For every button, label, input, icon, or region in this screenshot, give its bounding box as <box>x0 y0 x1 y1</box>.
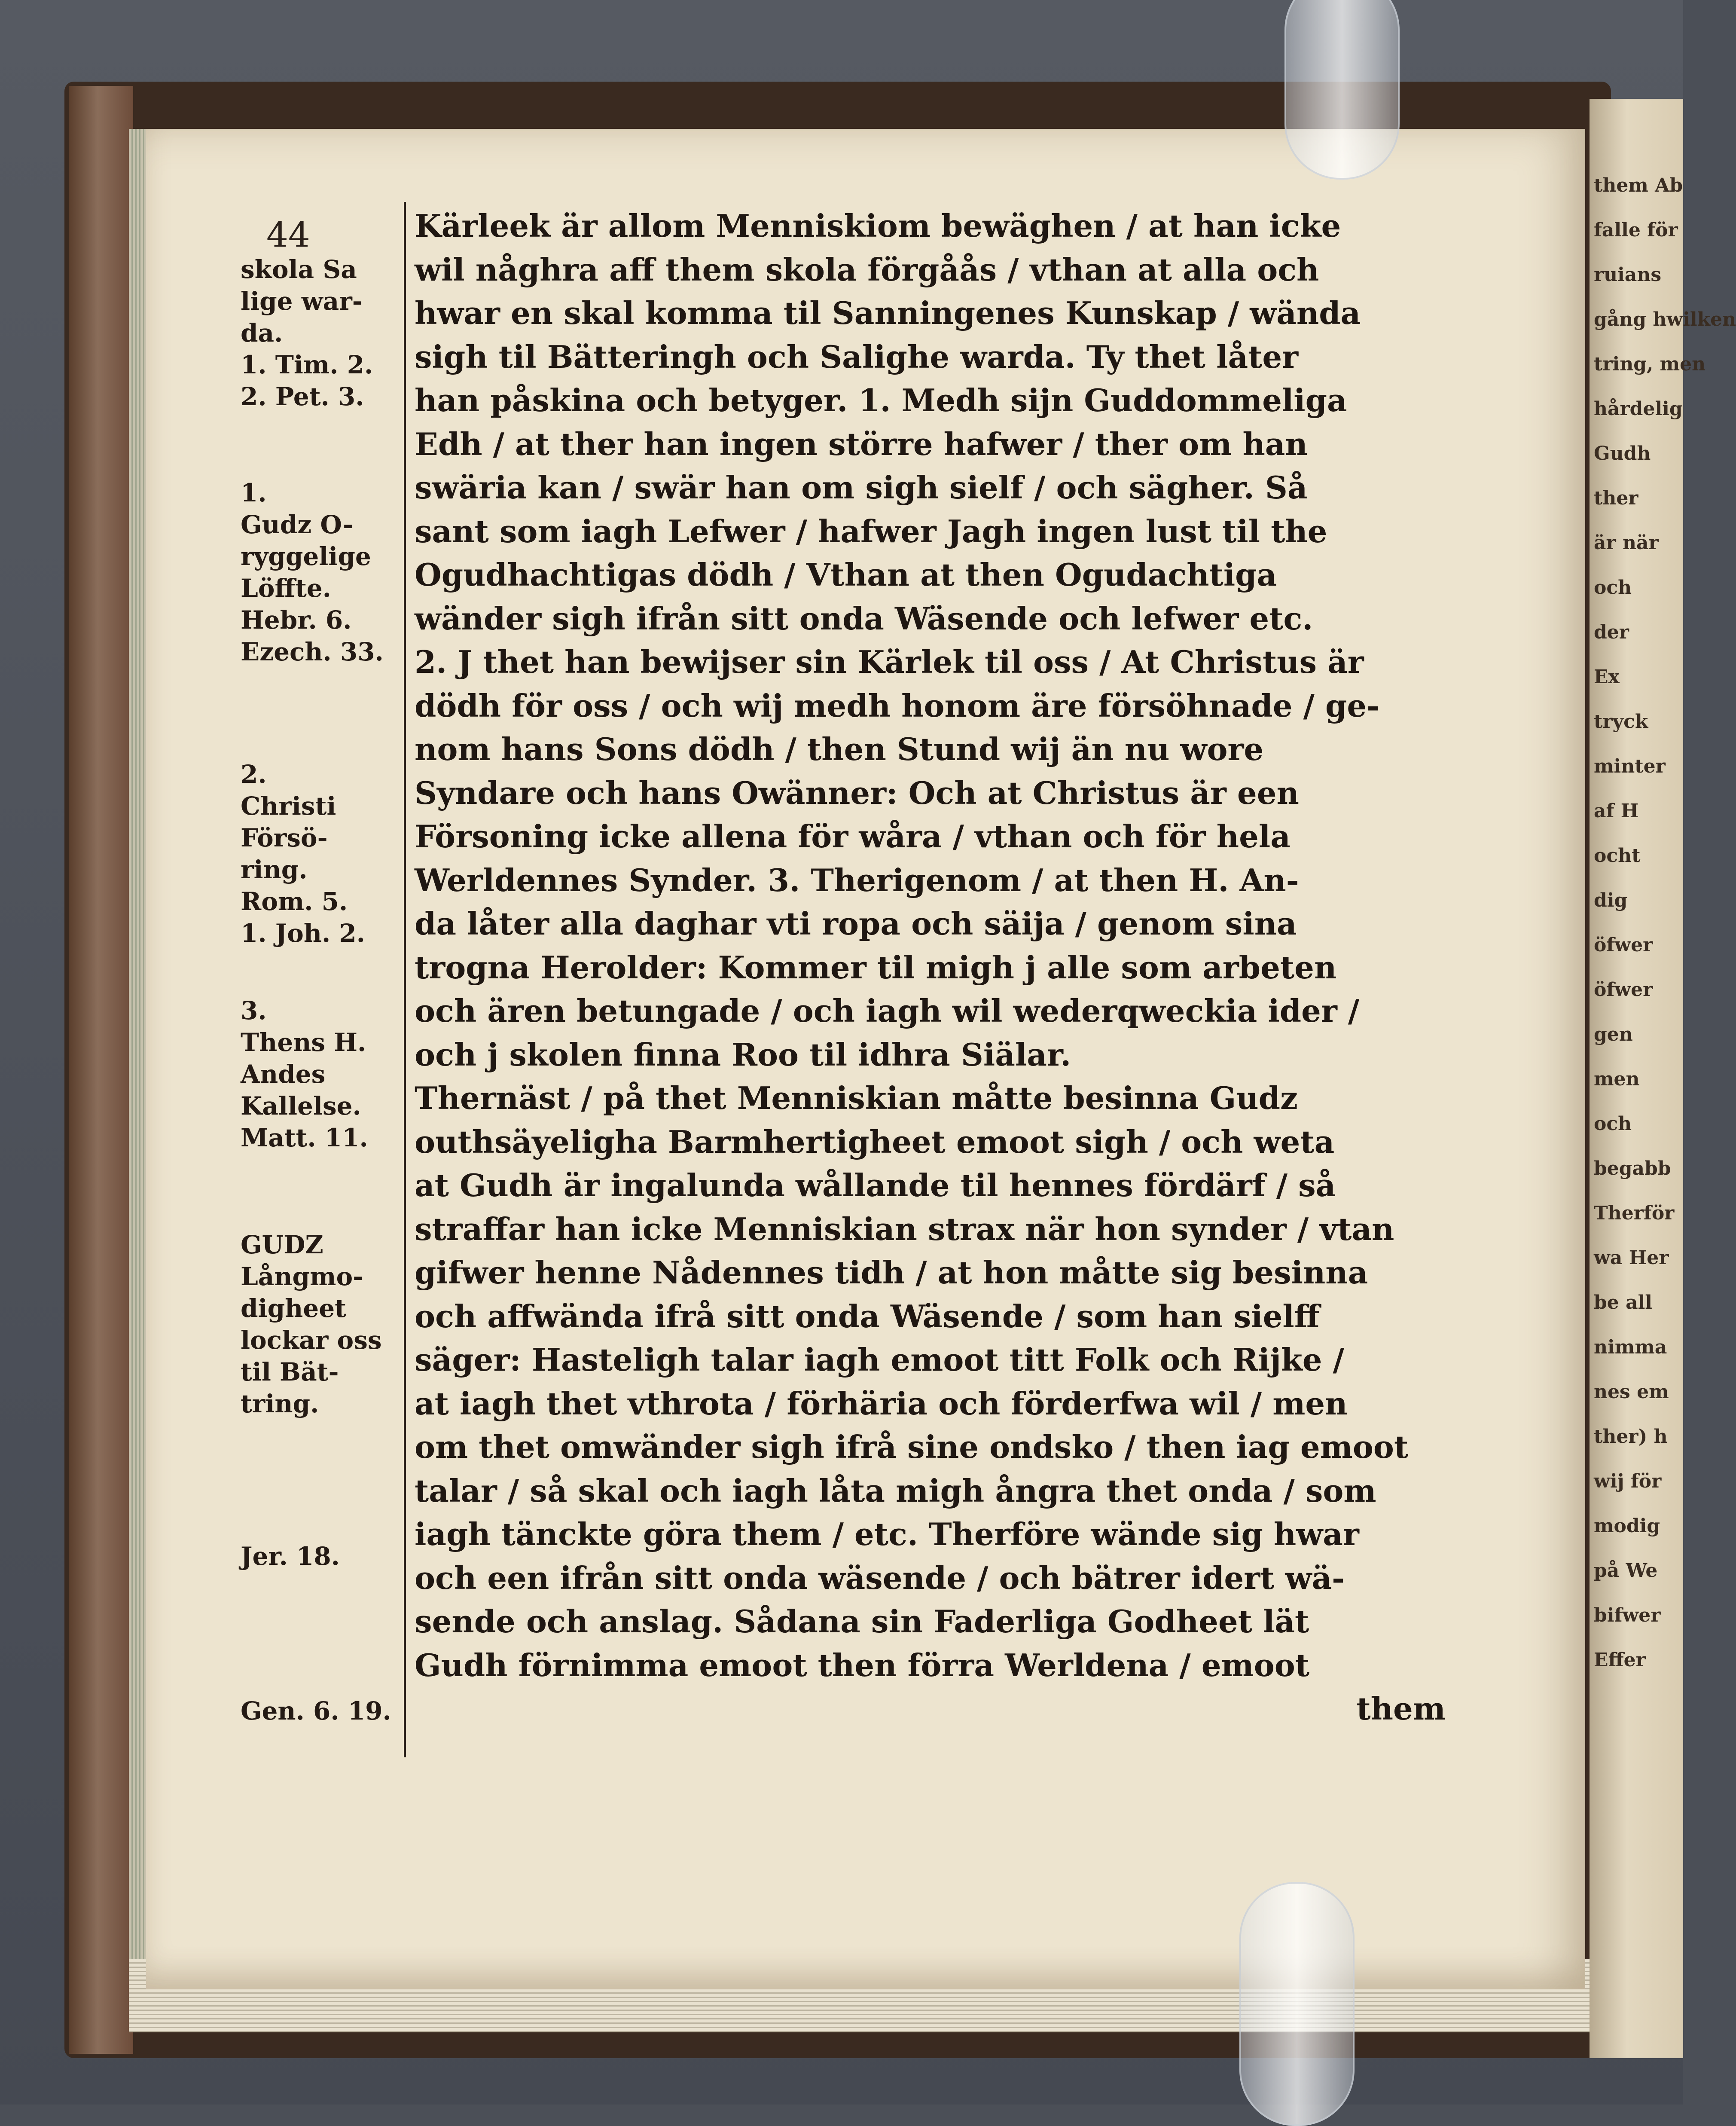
facing-page-line: dig <box>1594 889 1628 911</box>
facing-page-line: är när <box>1594 532 1659 554</box>
margin-note-line: lige war- <box>241 287 363 316</box>
text-line: wänder sigh ifrån sitt onda Wäsende och lefwer etc. <box>415 600 1313 637</box>
margin-note-line: 3. <box>241 996 267 1025</box>
margin-note-line: Jer. 18. <box>241 1542 340 1571</box>
text-line: at iagh thet vthrota / förhäria och förderfwa wil / men <box>415 1385 1348 1422</box>
text-line: them <box>1356 1690 1446 1727</box>
facing-page-line: och <box>1594 1113 1632 1135</box>
text-line: sende och anslag. Sådana sin Faderliga Godheet lät <box>415 1603 1309 1640</box>
margin-note-line: GUDZ <box>241 1230 323 1259</box>
facing-page-line: och <box>1594 577 1632 599</box>
text-line: och ären betungade / och iagh wil wederqweckia ider / <box>415 993 1360 1029</box>
margin-note <box>241 477 387 668</box>
facing-page-line: tring, men <box>1594 353 1706 375</box>
margin-note-line: til Bät- <box>241 1357 339 1387</box>
margin-note <box>241 1540 387 1572</box>
text-line: säger: Hasteligh talar iagh emoot titt Folk och Rijke / <box>415 1341 1344 1378</box>
margin-note-line: Gen. 6. 19. <box>241 1696 391 1726</box>
text-line: Thernäst / på thet Menniskian måtte besinna Gudz <box>415 1080 1298 1116</box>
text-line: och j skolen finna Roo til idhra Siälar. <box>415 1036 1071 1073</box>
text-line: sant som iagh Lefwer / hafwer Jagh ingen lust til the <box>415 513 1327 550</box>
facing-page-line: modig <box>1594 1515 1660 1537</box>
facing-page-line: nimma <box>1594 1336 1667 1358</box>
facing-page-line: af H <box>1594 800 1639 822</box>
facing-page-line: ther <box>1594 487 1638 509</box>
facing-page-line: nes em <box>1594 1381 1669 1403</box>
facing-page-line: på We <box>1594 1560 1658 1582</box>
facing-page-line: bifwer <box>1594 1604 1661 1626</box>
text-line: straffar han icke Menniskian strax när hon synder / vtan <box>415 1210 1394 1247</box>
facing-page-line: gen <box>1594 1023 1633 1045</box>
plastic-clip-top <box>1284 0 1400 180</box>
margin-note-line: 1. Tim. 2. <box>241 350 373 379</box>
margin-note <box>241 1695 391 1727</box>
facing-page-line: gång hwilken <box>1594 309 1736 330</box>
facing-page-line: Gudh <box>1594 443 1651 464</box>
facing-page-line: öfwer <box>1594 934 1653 956</box>
margin-note-line: da. <box>241 318 283 348</box>
margin-note-line: 2. Pet. 3. <box>241 382 364 411</box>
facing-page-line: Ex <box>1594 666 1620 688</box>
text-line: hwar en skal komma til Sanningenes Kunskap / wända <box>415 295 1361 331</box>
facing-page-line: ruians <box>1594 264 1662 286</box>
page-number: 44 <box>266 215 310 255</box>
text-line: Ogudhachtigas dödh / Vthan at then Ogudachtiga <box>415 556 1277 593</box>
facing-page-line: men <box>1594 1068 1640 1090</box>
book-page-right <box>1590 99 1736 2058</box>
margin-note-line: 1. <box>241 478 267 507</box>
text-line: Gudh förnimma emoot then förra Werldena / emoot <box>415 1646 1310 1683</box>
facing-page-line: be all <box>1594 1292 1653 1313</box>
margin-note-line: Långmo- <box>241 1262 363 1291</box>
margin-note <box>241 995 387 1154</box>
margin-note-line: digheet <box>241 1294 346 1323</box>
margin-note-line: Christi <box>241 791 336 821</box>
facing-page-text <box>1594 163 1736 1683</box>
margin-note-line: Försö- <box>241 823 328 852</box>
margin-note-line: lockar oss <box>241 1326 382 1355</box>
text-line: om thet omwänder sigh ifrå sine ondsko / then iag emoot <box>415 1429 1409 1465</box>
margin-note <box>241 1229 387 1420</box>
margin-note-line: 1. Joh. 2. <box>241 919 365 948</box>
margin-note-line: Kallelse. <box>241 1091 361 1121</box>
margin-note-line: tring. <box>241 1389 319 1418</box>
margin-note-line: Ezech. 33. <box>241 637 384 666</box>
text-line: trogna Herolder: Kommer til migh j alle som arbeten <box>415 949 1337 986</box>
margin-note-line: Rom. 5. <box>241 887 348 916</box>
text-line: gifwer henne Nådennes tidh / at hon måtte sig besinna <box>415 1254 1368 1291</box>
margin-note-line: Andes <box>241 1060 326 1089</box>
text-line: swäria kan / swär han om sigh sielf / och sägher. Så <box>415 469 1308 506</box>
text-line: iagh tänckte göra them / etc. Therföre wände sig hwar <box>415 1516 1359 1552</box>
cover-edge <box>69 86 133 2054</box>
text-line: Kärleek är allom Menniskiom bewäghen / at han icke <box>415 208 1341 244</box>
text-line: da låter alla daghar vti ropa och säija / genom sina <box>415 905 1297 942</box>
facing-page-line: öfwer <box>1594 979 1653 1001</box>
facing-page-line: wij för <box>1594 1470 1662 1492</box>
margin-note-line: Gudz O- <box>241 510 354 539</box>
margin-note <box>241 254 387 412</box>
text-line: Werldennes Synder. 3. Therigenom / at then H. An- <box>415 861 1299 898</box>
margin-note-line: Thens H. <box>241 1028 366 1057</box>
facing-page-line: der <box>1594 621 1629 643</box>
text-line: sigh til Bätteringh och Salighe warda. Ty thet låter <box>415 338 1299 375</box>
margin-note-line: Löffte. <box>241 574 331 603</box>
facing-page-line: Therför <box>1594 1202 1675 1224</box>
margin-note-line: 2. <box>241 760 267 789</box>
facing-page-line: Effer <box>1594 1649 1646 1671</box>
facing-page-line: them Ab <box>1594 174 1683 196</box>
facing-page-line: hårdelig <box>1594 398 1683 420</box>
text-line: Edh / at ther han ingen större hafwer / ther om han <box>415 425 1308 462</box>
margin-note-line: ring. <box>241 855 308 884</box>
text-line: Syndare och hans Owänner: Och at Christus är een <box>415 774 1299 811</box>
text-line: dödh för oss / och wij medh honom äre försöhnade / ge- <box>415 687 1380 724</box>
margin-note-line: skola Sa <box>241 255 357 284</box>
margin-note <box>241 758 387 949</box>
text-line: nom hans Sons dödh / then Stund wij än nu wore <box>415 731 1264 767</box>
text-line: Försoning icke allena för wåra / vthan och för hela <box>415 818 1291 855</box>
margin-note-line: Matt. 11. <box>241 1123 368 1152</box>
facing-page-line: tryck <box>1594 711 1648 733</box>
facing-page-line: minter <box>1594 755 1666 777</box>
plastic-clip-bottom <box>1239 1882 1355 2126</box>
margin-rule <box>404 202 406 1757</box>
facing-page-line: wa Her <box>1594 1247 1669 1269</box>
margin-note-line: Hebr. 6. <box>241 605 352 635</box>
text-line: wil någhra aff them skola förgåås / vthan at alla och <box>415 251 1319 288</box>
text-line: outhsäyeligha Barmhertigheet emoot sigh / och weta <box>415 1123 1335 1160</box>
text-line: talar / så skal och iagh låta migh ångra thet onda / som <box>415 1472 1376 1509</box>
facing-page-line: falle för <box>1594 219 1678 241</box>
text-line: och affwända ifrå sitt onda Wäsende / som han sielff <box>415 1298 1320 1335</box>
margin-note-line: ryggelige <box>241 542 371 571</box>
text-line: han påskina och betyger. 1. Medh sijn Guddommeliga <box>415 382 1347 418</box>
facing-page-line: ocht <box>1594 845 1641 867</box>
facing-page-line: begabb <box>1594 1158 1671 1179</box>
text-line: och een ifrån sitt onda wäsende / och bätrer idert wä- <box>415 1559 1345 1596</box>
main-text-block <box>415 204 1446 1731</box>
text-line: at Gudh är ingalunda wållande til hennes fördärf / så <box>415 1167 1336 1204</box>
text-line: 2. J thet han bewijser sin Kärlek til oss / At Christus är <box>415 644 1364 680</box>
facing-page-line: ther) h <box>1594 1426 1668 1448</box>
